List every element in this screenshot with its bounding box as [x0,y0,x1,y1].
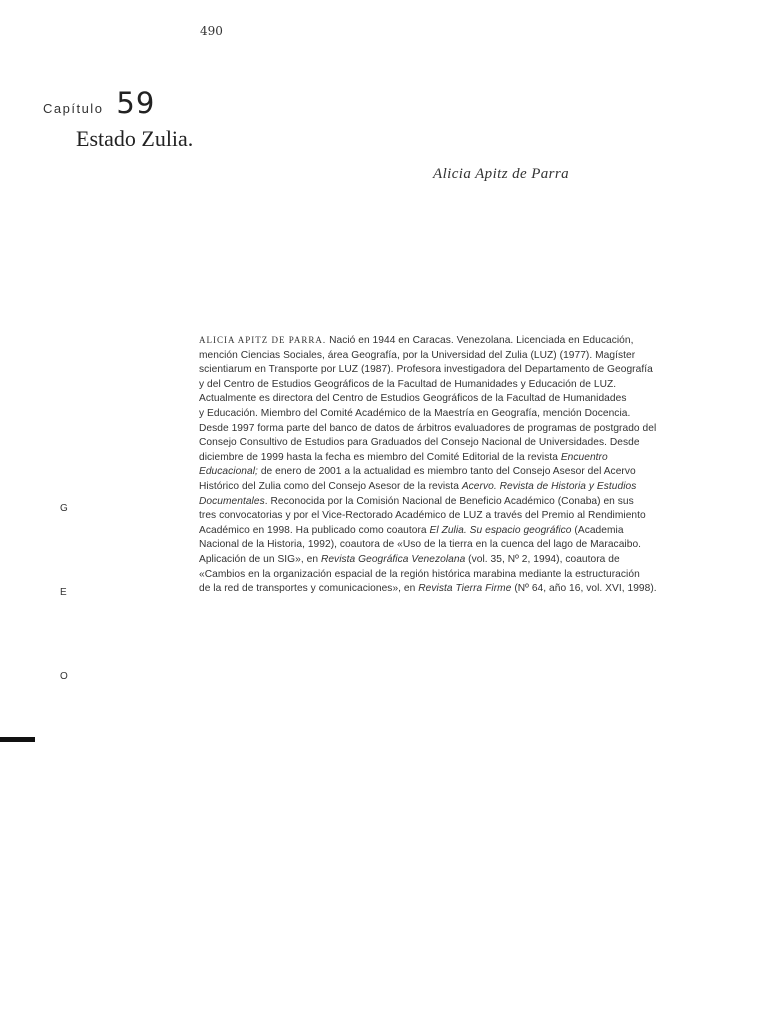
bio-text: Aplicación de un SIG», en [199,553,321,565]
bio-text: de enero de 2001 a la actualidad es miembro tanto del Consejo Asesor del Acervo [257,466,636,478]
bio-text: . Reconocida por la Comisión Nacional de Beneficio Académico (Conaba) en sus [264,495,634,507]
bio-text: Académico en 1998. Ha publicado como coautora [199,524,430,536]
bio-line [199,480,681,495]
bio-line [199,333,681,349]
side-letter-e: E [60,587,68,598]
bio-text: Nacional de la Historia, 1992), coautora de «Uso de la tierra en la cuenca del lago de Maracaibo. [199,539,642,551]
bio-italic-text: Revista Geográfica Venezolana [320,553,466,565]
bio-author-smallcaps: ALICIA APITZ DE PARRA. [199,335,327,345]
bio-italic-text: Educacional; [199,466,258,478]
bio-line [199,436,681,451]
bio-text: Histórico del Zulia como del Consejo Asesor de la revista [199,480,462,492]
side-letter-o: O [60,671,69,682]
bio-line [199,524,681,539]
bio-line [199,349,681,364]
bio-line [199,582,681,597]
edge-tab-marker [0,737,35,742]
bio-line [199,495,681,510]
bio-text: y del Centro de Estudios Geográficos de la Facultad de Humanidades y Educación de LUZ. [199,378,617,390]
bio-text: y Educación. Miembro del Comité Académico de la Maestría en Geografía, mención Docencia. [199,407,631,419]
bio-text: Nació en 1944 en Caracas. Venezolana. Licenciada en Educación, [326,335,634,346]
bio-text: Desde 1997 forma parte del banco de datos de árbitros evaluadores de programas de postgrado del [199,422,657,434]
chapter-label: Capítulo [43,101,104,116]
bio-text: de la red de transportes y comunicaciones», en [199,583,419,595]
bio-line [199,422,681,437]
side-letter-g: G [60,503,69,514]
bio-line [199,363,681,378]
bio-line [199,465,681,480]
bio-line [199,553,681,568]
bio-line [199,407,681,422]
bio-italic-text: Acervo. Revista de Historia y Estudios [461,480,637,492]
chapter-number: 59 [116,86,156,120]
page-number: 490 [200,24,223,38]
bio-line [199,451,681,466]
bio-italic-text: El Zulia. Su espacio geográfico [429,524,572,536]
bio-text: Consejo Consultivo de Estudios para Graduados del Consejo Nacional de Universidades. Desde [199,437,640,449]
bio-line [199,378,681,393]
bio-text: Actualmente es directora del Centro de Estudios Geográficos de la Facultad de Humanidades [199,393,627,405]
bio-text: scientiarum en Transporte por LUZ (1987). Profesora investigadora del Departamento de Geografía [199,364,653,376]
bio-line [199,568,681,583]
bio-italic-text: Revista Tierra Firme [418,583,512,595]
author-name: Alicia Apitz de Parra [433,166,570,182]
bio-line [199,538,681,553]
bio-text: tres convocatorias y por el Vice-Rectorado Académico de LUZ a través del Premio al Rendimiento [199,510,646,522]
author-bio [199,333,681,597]
bio-italic-text: Encuentro [560,451,608,463]
bio-text: (Academia [571,524,624,536]
bio-text: (Nº 64, año 16, vol. XVI, 1998). [511,583,657,595]
chapter-title: Estado Zulia. [76,126,194,151]
bio-line [199,509,681,524]
bio-text: diciembre de 1999 hasta la fecha es miembro del Comité Editorial de la revista [199,451,561,463]
bio-text: (vol. 35, Nº 2, 1994), coautora de [465,553,620,565]
bio-text: mención Ciencias Sociales, área Geografía, por la Universidad del Zulia (LUZ) (1977). Magíster [199,349,636,361]
bio-text: «Cambios en la organización espacial de la región histórica marabina mediante la estructuración [199,568,640,580]
bio-italic-text: Documentales [199,495,265,507]
bio-line [199,392,681,407]
chapter-heading [43,86,155,120]
